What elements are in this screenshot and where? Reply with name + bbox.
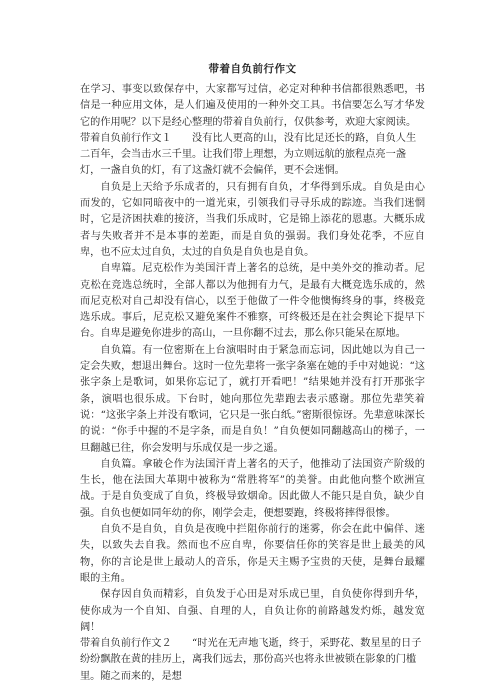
body-paragraph: 自卑篇。尼克松作为美国汗青上著名的总统，是中美外交的推动者。尼克松在竞选总统时，全部人都以为他拥有力气，是最有大概竞选乐成的，然而尼克松对自己却没有信心，以至于他做了一件令他懊悔终身的事，终极竞选乐成。事后，尼克松又避免案件不雅察，可终极还是在社会舆论下提早下台。自卑是避免你进步的高山，一旦你翻不过去，那么你只能呆在原地。 <box>80 263 425 340</box>
document-title: 带着自负前行作文 <box>208 63 297 75</box>
body-paragraph: 保存因自负而精彩，自负发于心田是对乐成已里，自负使你得到升华，使你成为一个自知、自强、自理的人，自负让你的前路越发灼烁，越发宽阔！ <box>80 589 425 633</box>
body-paragraph: 自负篇。拿破仑作为法国汗青上著名的天子，他推动了法国资产阶级的生长，他在法国大革期中被称为“常胜将军”的美誉。由此他向整个欧洲宣战。于是自负变成了自负，终极导致烟命。因此做人不能只是自负，缺少自强。自负也便如同年幼的你，刚学会走，便想要跑，终极将摔得很惨。 <box>80 458 425 519</box>
section-heading-1: 带着自负前行作文１ 没有比人更高的山，没有比足还长的路，自负人生二百年，会当击水三千里。让我们带上理想，为立则远航的旅程点亮一盏灯，一盏自负的灯，有了这盏灯就不会偏佯，更不会迷惘。 <box>80 132 417 177</box>
intro-paragraph: 在学习、事变以致保存中，大家都写过信，必定对种种书信都很熟悉吧，书信是一种应用文体，是人们遍及使用的一种外交工具。书信要怎么写才华发它的作用呢？以下是经心整理的带着自负前行，仅供参考，欢迎大家阅读。 <box>80 84 425 128</box>
body-paragraph: 自负篇。有一位密斯在上台演唱时由于紧急而忘词，因此她以为自己一定会失败，想退出舞台。这时一位先辈将一张字条塞在她的手中对她说：“这张字条上是歌词，如果你忘记了，就打开看吧！”结果她并没有打开那张字条，演唱也很乐成。下台时，她向那位先辈跑去表示感谢。那位先辈笑着说：“这张字条上并没有歌词，它只是一张白纸。”密斯很惊讶。先辈意味深长的说：“你手中握的不是字条，而是自负！”自负便如同翻越高山的梯子，一旦翻越已往，你会发明与乐成仅是一步之遥。 <box>80 344 425 454</box>
body-paragraph: 自负是上天给予乐成者的，只有拥有自负，才华得到乐成。自负是由心而发的，它如同暗夜中的一道光束，引领我们寻寻乐成的踪迹。当我们迷惘时，它是济困扶难的接济，当我们乐成时，它是锦上添花的恩惠。大概乐成者与失败者并不是本事的差距，而是自负的强弱。我们身处花季，不应自卑，也不应太过自负，太过的自负是自负也是自负。 <box>80 181 425 258</box>
section-heading-2: 带着自负前行作文２ “时光在无声地飞逝，终于，采野花、数星星的日子纷纷飘散在黄的挂历上，离我们远去，那份高兴也将永世被锁在影象的门槛里。随之而来的，是想 <box>80 638 422 682</box>
body-paragraph: 自负不是自负，自负是夜晚中拦阻你前行的迷雾，你会在此中偏佯、迷失，以致失去自我。然而也不应自卑，你要信任你的笑容是世上最美的风物，你的言论是世上最动人的音乐，你是天主赐予宝贵的天使，是舞台最耀眼的主角。 <box>80 524 425 584</box>
